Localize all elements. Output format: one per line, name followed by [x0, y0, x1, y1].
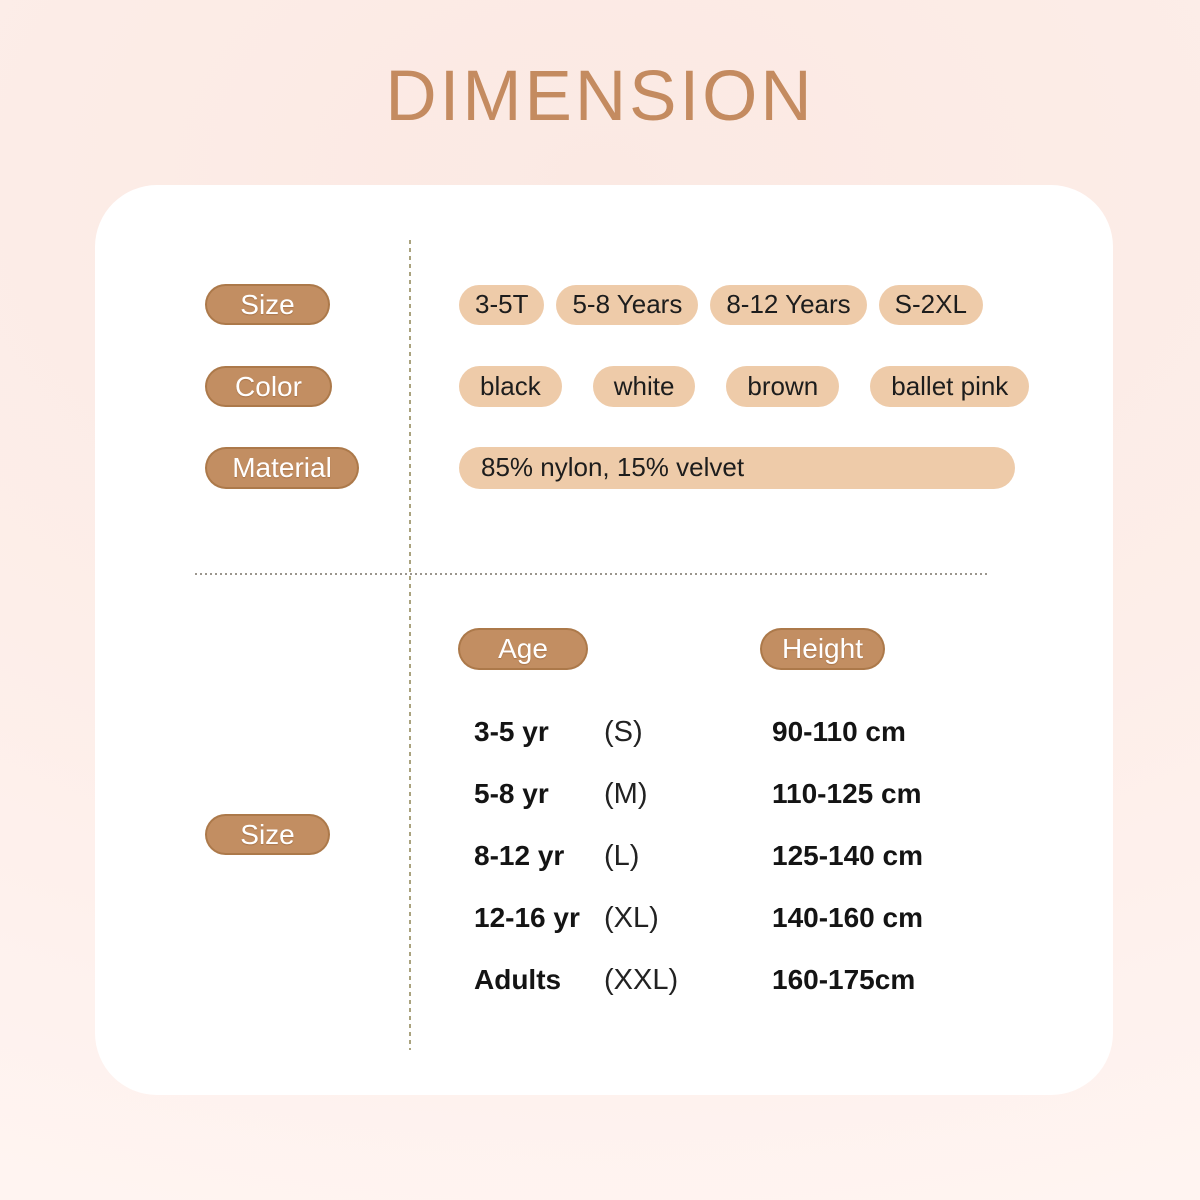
color-label-pill: Color	[205, 366, 332, 407]
size-code-cell: (XL)	[604, 902, 659, 934]
page-title: DIMENSION	[385, 57, 815, 136]
size-value-pill: 5-8 Years	[556, 285, 698, 325]
table-row	[474, 964, 923, 996]
spec-row-color	[95, 366, 1113, 408]
age-column-pill: Age	[458, 628, 588, 670]
material-values	[459, 447, 1015, 488]
color-value-pill: brown	[726, 366, 839, 407]
age-cell: 12-16 yr	[474, 902, 580, 933]
spec-row-material	[95, 447, 1113, 489]
size-values	[459, 284, 983, 325]
horizontal-divider	[195, 573, 990, 575]
size-chart-label-pill: Size	[205, 814, 330, 855]
table-row	[474, 778, 923, 810]
size-label-pill: Size	[205, 284, 330, 325]
color-value-pill: black	[459, 366, 562, 407]
size-code-cell: (L)	[604, 840, 640, 872]
vertical-divider	[409, 240, 411, 1050]
height-cell: 160-175cm	[772, 964, 916, 995]
table-row	[474, 902, 924, 934]
height-cell: 110-125 cm	[772, 778, 922, 809]
table-row	[474, 716, 923, 748]
height-cell: 125-140 cm	[772, 840, 924, 871]
color-value-pill: white	[593, 366, 696, 407]
material-label-pill: Material	[205, 447, 359, 489]
age-cell: 3-5 yr	[474, 716, 549, 747]
size-code-cell: (S)	[604, 716, 643, 748]
height-cell: 90-110 cm	[772, 716, 906, 747]
age-cell: Adults	[474, 964, 562, 995]
size-code-cell: (M)	[604, 778, 648, 810]
age-cell: 5-8 yr	[474, 778, 549, 809]
color-value-pill: ballet pink	[870, 366, 1029, 407]
size-value-pill: 8-12 Years	[710, 285, 866, 325]
height-column-pill: Height	[760, 628, 885, 670]
age-cell: 8-12 yr	[474, 840, 565, 871]
material-value-pill: 85% nylon, 15% velvet	[459, 447, 1015, 489]
spec-row-size	[95, 284, 1113, 326]
table-row	[474, 840, 924, 872]
size-table	[474, 716, 924, 996]
height-cell: 140-160 cm	[772, 902, 924, 933]
size-value-pill: S-2XL	[879, 285, 983, 325]
color-values	[459, 366, 1029, 407]
size-code-cell: (XXL)	[604, 964, 679, 996]
size-value-pill: 3-5T	[459, 285, 544, 325]
spec-card	[95, 185, 1113, 1095]
